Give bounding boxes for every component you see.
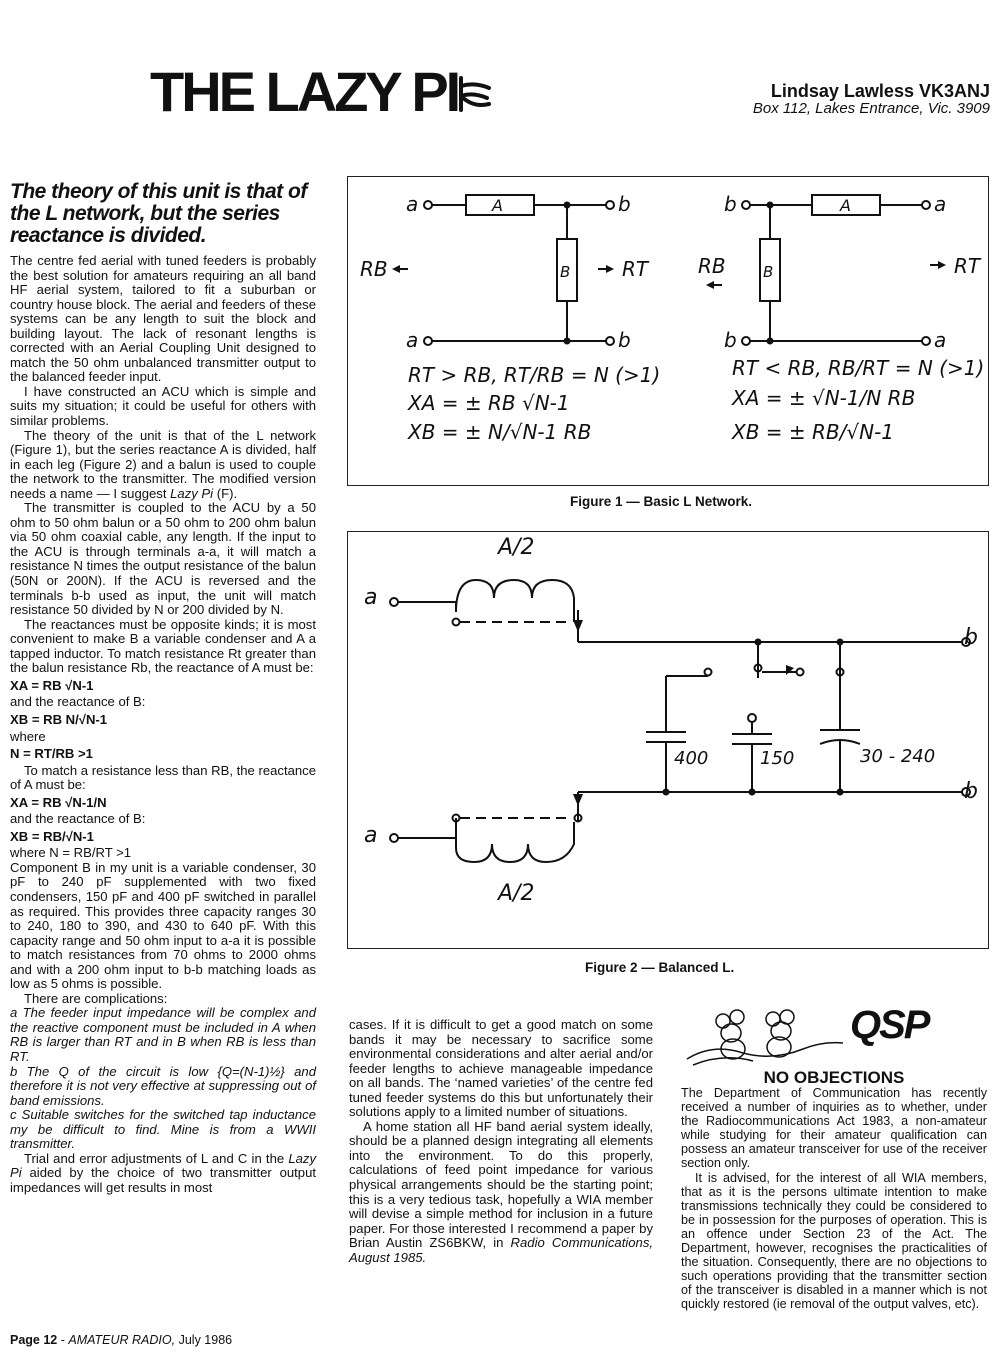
capacitor-label: 150 (760, 748, 795, 769)
formula: XA = ± RB √N-1 (408, 391, 570, 415)
page-number: Page 12 (10, 1333, 58, 1347)
terminal-label: a (406, 328, 419, 352)
text-span: Lazy Pi (10, 1150, 316, 1181)
figure-2 (347, 531, 989, 949)
equation: N = RT/RB >1 (10, 746, 93, 762)
formula: XB = ± N/√N-1 RB (408, 420, 592, 444)
figure-1-caption: Figure 1 — Basic L Network. (570, 494, 753, 509)
page-footer: Page 12 - AMATEUR RADIO, July 1986 (10, 1333, 233, 1347)
paragraph: The Department of Communication has recently received a number of inquiries as to whether, under the Radiocommunications Act 1983, a non-amateur while studying for their amateur qualification can possess an amateur transceiver for use of the receiver section only. (681, 1086, 987, 1171)
qsp-heading: NO OBJECTIONS (763, 1068, 905, 1087)
paragraph: Component B in my unit is a variable condenser, 30 pF to 240 pF supplemented with two fixed condensers, 150 pF and 400 pF switched in parallel as required. This provides three capacity ranges 30 to 240, 180 to 390, and 430 to 640 pF. With this capacity range and 50 ohm input to a-a it is possible to match resistances from 70 ohms to 2000 ohms and with a 200 ohm input to b-b matching loads as low as 5 ohms is possible. (10, 859, 316, 992)
journal-name: AMATEUR RADIO, (68, 1333, 176, 1347)
resistance-label: RT (954, 254, 981, 278)
paragraph (10, 429, 316, 502)
paragraph: and the reactance of B: (10, 694, 146, 710)
text-span: aided by the choice of two transmitter output impedances will get results in most (10, 1165, 316, 1195)
terminal-label: b (724, 192, 737, 216)
paragraph: To match a resistance less than RB, the reactance of A must be: (10, 762, 316, 793)
terminal-label: b (964, 779, 978, 804)
capacitor-label: 30 - 240 (860, 746, 936, 767)
inductor-label: A/2 (498, 535, 535, 560)
terminal-label: a (406, 192, 419, 216)
author-name: Lindsay Lawless VK3ANJ (770, 81, 990, 101)
equation: XA = RB √N-1/N (10, 794, 107, 810)
paragraph: The reactances must be opposite kinds; it is most convenient to make B a variable condenser and A a tapped inductor. To match resistance Rt greater than the balun resistance Rb, the reactance of A must be: (10, 616, 316, 676)
paragraph: There are complications: (24, 990, 168, 1006)
paragraph (349, 1120, 653, 1265)
author-address: Box 112, Lakes Entrance, Vic. 3909 (752, 100, 990, 117)
complication: a The feeder input impedance will be complex and the reactive component must be included in A when RB is larger than RT and in B when RB is less than RT. (10, 1005, 316, 1064)
complication: c Suitable switches for the switched tap inductance my be difficult to find. Mine is from a WWII transmitter. (10, 1107, 316, 1152)
terminal-label: a (934, 328, 947, 352)
formula: XA = ± √N-1/N RB (732, 386, 916, 410)
text-span: The theory of the unit is that of the L network (Figure 1), but the series reactance A is divided, half in each leg (Figure 2) and a balun is used to couple the network to the transmitter. The modified version needs a name — I suggest (10, 427, 316, 501)
terminal-label: a (364, 585, 378, 610)
text-span: Lazy Pi (170, 485, 214, 501)
paragraph (10, 1152, 316, 1196)
resistance-label: RT (622, 257, 649, 281)
equation: XB = RB N/√N-1 (10, 711, 108, 727)
box-label: A (492, 196, 503, 215)
terminal-label: a (364, 823, 378, 848)
resistance-label: RB (698, 254, 726, 278)
box-label: A (840, 196, 851, 215)
issue-date: July 1986 (178, 1333, 233, 1347)
text-span: (F). (213, 485, 238, 501)
equation: XA = RB √N-1 (10, 677, 94, 693)
paragraph: It is advised, for the interest of all WIA members, that as it is the persons ultimate intention to make transmissions technically they could be considered to be in possession for the purposes of operation. This is an offence under Section 23 of the Act. The Department, however, recognises the practicalities of the situation. Consequently, there are no objections to such operations providing that the transmitter section of the transceiver is disabled in a manner which is not quickly restored (ie removal of the output valves, etc). (681, 1170, 987, 1312)
paragraph: where (10, 728, 46, 744)
column-2 (349, 1018, 653, 1265)
paragraph: I have constructed an ACU which is simple and suits my situation; it could be useful for others with similar problems. (10, 383, 316, 429)
formula: RT < RB, RB/RT = N (>1) (732, 356, 985, 380)
qsp-logo: QSP (850, 1003, 929, 1047)
formula: RT > RB, RT/RB = N (>1) (408, 363, 661, 387)
paragraph: The transmitter is coupled to the ACU by a 50 ohm to 50 ohm balun or a 50 ohm to 200 ohm balun via 50 ohm coaxial cable, any length. If the input to the ACU is through terminals a-a, it will match a resistance N times the output resistance of the balun (50N or 200N). If the ACU is reversed and the terminals b-b used as input, the unit will match resistance 50 divided by N or 200 divided by N. (10, 500, 316, 618)
article-title: THE LAZY PI (150, 60, 459, 123)
paragraph: and the reactance of B: (10, 811, 146, 827)
figure-1-diagram (348, 177, 988, 485)
text-span: Trial and error adjustments of L and C in the (24, 1150, 289, 1166)
box-label: B (763, 263, 774, 281)
terminal-label: b (724, 328, 737, 352)
complication: b The Q of the circuit is low {Q=(N-1)½} and therefore it is not very effective at suppressing out of band emissions. (10, 1063, 316, 1108)
text-span: Radio Communications, August 1985. (349, 1235, 653, 1265)
resistance-label: RB (360, 257, 388, 281)
terminal-label: a (934, 192, 947, 216)
figure-1 (347, 176, 989, 486)
paragraph: The centre fed aerial with tuned feeders is probably the best solution for amateurs requiring an all band HF aerial system, tailored to fit a suburban or country house block. The aerial and feeders of these systems can be any length to suit the block and building layout. The lack of resonant lengths is corrected with an Aerial Coupling Unit designed to match the 50 ohm unbalanced transmitter output to the balanced feeder input. (10, 253, 316, 385)
inductor-label: A/2 (498, 881, 535, 906)
figure-2-diagram (348, 532, 988, 948)
box-label: B (560, 263, 571, 281)
terminal-label: b (964, 625, 978, 650)
mice-illustration-icon (683, 1003, 848, 1069)
equation: XB = RB/√N-1 (10, 828, 94, 844)
author-block (753, 82, 990, 118)
capacitor-label: 400 (674, 748, 709, 769)
paragraph: where N = RB/RT >1 (10, 845, 132, 861)
terminal-label: b (618, 192, 631, 216)
column-1 (10, 254, 316, 1195)
text-span: A home station all HF band aerial system ideally, should be a planned design integrating all elements into the environment. To do this properly, calculations of feed point impedance for various physical arrangements should be the starting point; this is a very tedious task, hopefully a WIA member will devise a simple method for inclusion in a future paper. For those interested I recommend a paper by Brian Austin ZS6BKW, in (349, 1118, 653, 1251)
paragraph: cases. If it is difficult to get a good match on some bands it may be necessary to sacrifice some environmental considerations and alter aerial and/or feeder lengths to achieve manageable impedance on all bands. The ‘named varieties’ of the centre fed tuned feeder systems do this but unfortunately their solutions apply to a limited number of situations. (349, 1017, 653, 1120)
formula: XB = ± RB/√N-1 (732, 420, 895, 444)
pi-symbol-icon (455, 74, 495, 114)
terminal-label: b (618, 328, 631, 352)
column-3 (681, 1086, 987, 1312)
figure-2-caption: Figure 2 — Balanced L. (585, 960, 735, 975)
lede: The theory of this unit is that of the L network, but the series reactance is divided. (10, 180, 307, 247)
